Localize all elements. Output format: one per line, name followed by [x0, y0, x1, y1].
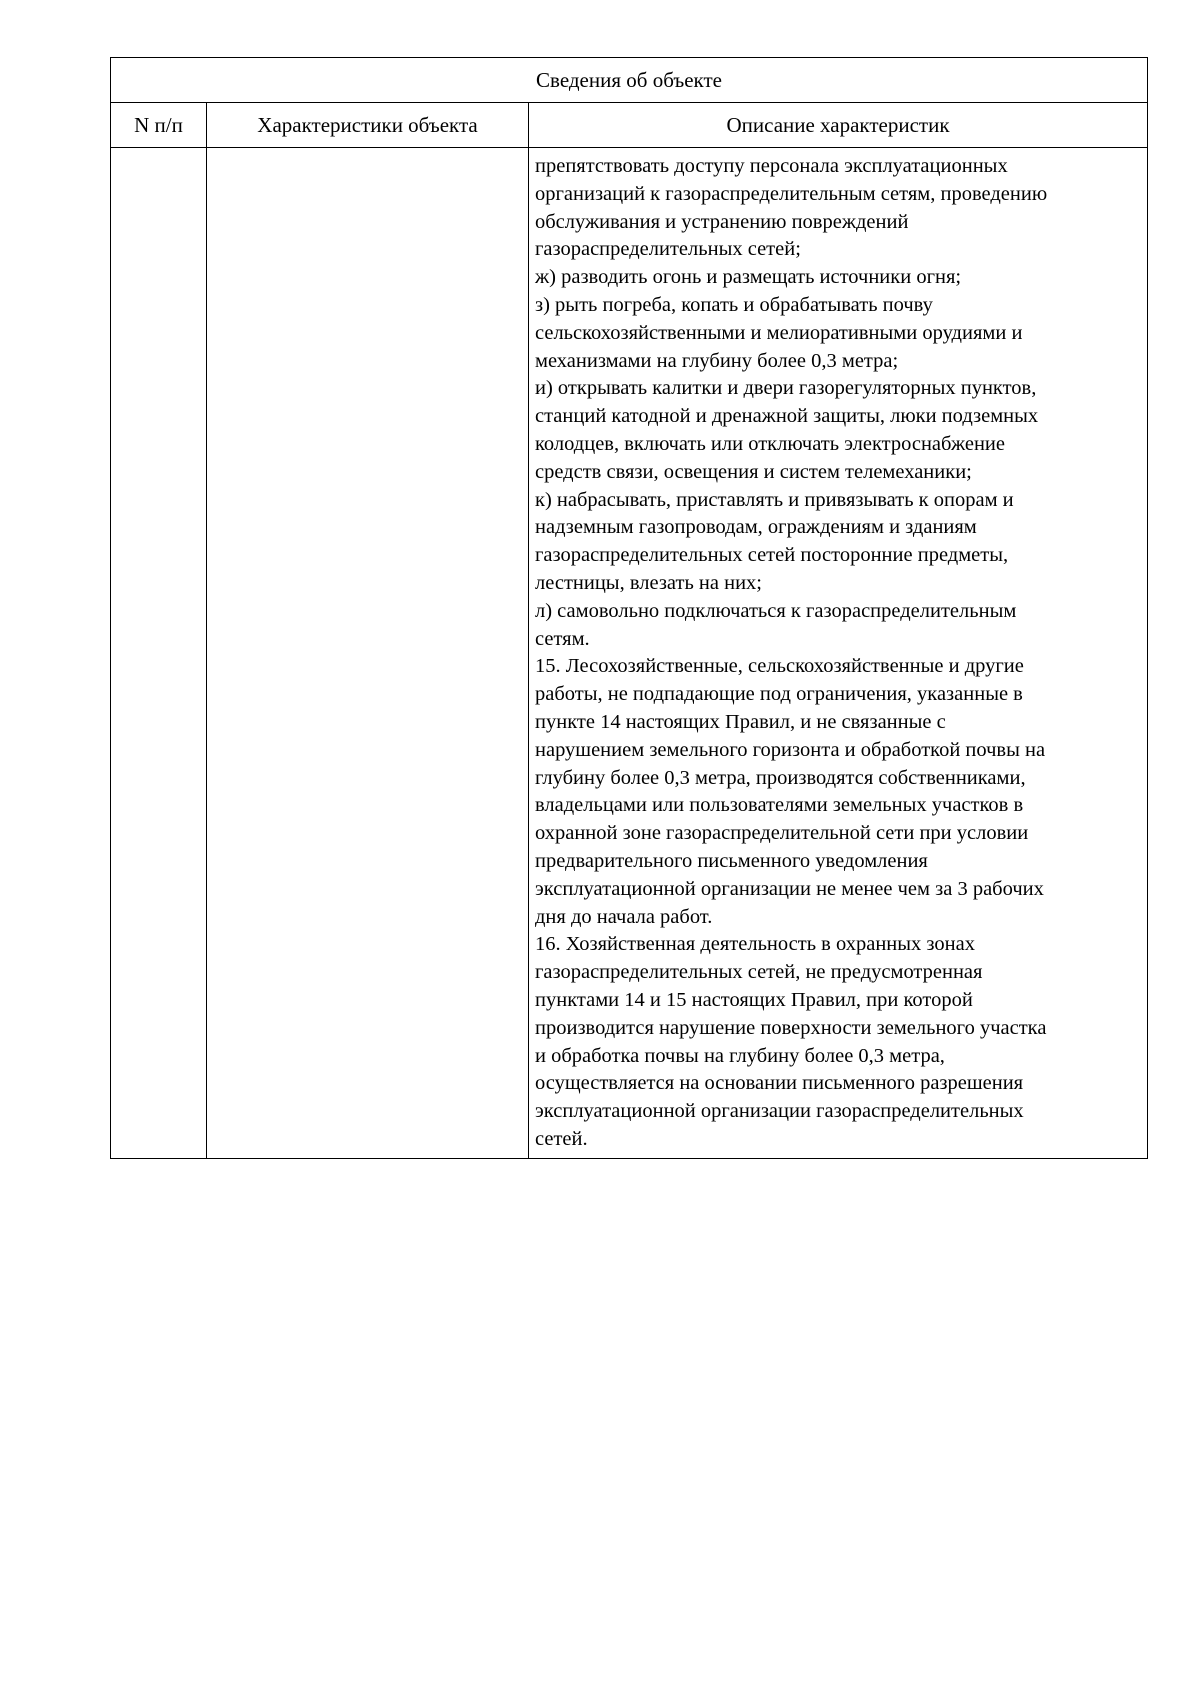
description-line: владельцами или пользователями земельных участков в: [535, 794, 1024, 817]
description-line: станций катодной и дренажной защиты, люки подземных: [535, 405, 1039, 428]
description-line: колодцев, включать или отключать электроснабжение: [535, 432, 1005, 455]
description-line: 15. Лесохозяйственные, сельскохозяйственные и другие: [535, 655, 1024, 678]
description-line: работы, не подпадающие под ограничения, указанные в: [535, 683, 1023, 706]
description-line: сельскохозяйственными и мелиоративными орудиями и: [535, 321, 1023, 344]
description-line: лестницы, влезать на них;: [535, 571, 763, 594]
row-description-cell: [529, 148, 1148, 1159]
header-num: N п/п: [111, 103, 207, 148]
description-line: надземным газопроводам, ограждениям и зданиям: [535, 516, 977, 539]
table-row: [111, 148, 1148, 1159]
description-line: механизмами на глубину более 0,3 метра;: [535, 349, 899, 372]
description-line: эксплуатационной организации не менее чем за 3 рабочих: [535, 877, 1044, 900]
description-line: обслуживания и устранению повреждений: [535, 210, 909, 233]
description-line: осуществляется на основании письменного разрешения: [535, 1072, 1024, 1095]
description-line: газораспределительных сетей, не предусмотренная: [535, 961, 983, 984]
description-line: средств связи, освещения и систем телемеханики;: [535, 460, 972, 483]
description-line: эксплуатационной организации газораспределительных: [535, 1100, 1024, 1123]
description-line: производится нарушение поверхности земельного участка: [535, 1016, 1047, 1039]
description-line: пунктами 14 и 15 настоящих Правил, при которой: [535, 988, 973, 1011]
object-info-table: [110, 57, 1148, 1159]
description-line: нарушением земельного горизонта и обработкой почвы на: [535, 738, 1046, 761]
description-line: газораспределительных сетей;: [535, 238, 801, 261]
description-line: к) набрасывать, приставлять и привязывать к опорам и: [535, 488, 1014, 511]
description-line: и обработка почвы на глубину более 0,3 метра,: [535, 1044, 945, 1067]
header-description: Описание характеристик: [529, 103, 1148, 148]
description-line: газораспределительных сетей посторонние предметы,: [535, 544, 1009, 567]
description-line: з) рыть погреба, копать и обрабатывать почву: [535, 293, 933, 316]
table-title: Сведения об объекте: [111, 58, 1148, 103]
table-title-row: [111, 58, 1148, 103]
header-characteristics: Характеристики объекта: [207, 103, 529, 148]
description-line: ж) разводить огонь и размещать источники огня;: [535, 266, 962, 289]
description-line: сетей.: [535, 1127, 588, 1150]
description-line: предварительного письменного уведомления: [535, 849, 928, 872]
description-line: сетям.: [535, 627, 590, 650]
description-line: организаций к газораспределительным сетям, проведению: [535, 182, 1048, 205]
description-line: л) самовольно подключаться к газораспределительным: [535, 599, 1017, 622]
row-num-cell: [111, 148, 207, 1159]
description-line: дня до начала работ.: [535, 905, 713, 928]
description-line: охранной зоне газораспределительной сети при условии: [535, 822, 1029, 845]
description-line: препятствовать доступу персонала эксплуатационных: [535, 155, 1008, 177]
row-characteristics-cell: [207, 148, 529, 1159]
table-header-row: [111, 103, 1148, 148]
description-line: пункте 14 настоящих Правил, и не связанные с: [535, 710, 946, 733]
description-line: глубину более 0,3 метра, производятся собственниками,: [535, 766, 1026, 789]
description-line: и) открывать калитки и двери газорегуляторных пунктов,: [535, 377, 1037, 400]
description-line: 16. Хозяйственная деятельность в охранных зонах: [535, 933, 975, 956]
